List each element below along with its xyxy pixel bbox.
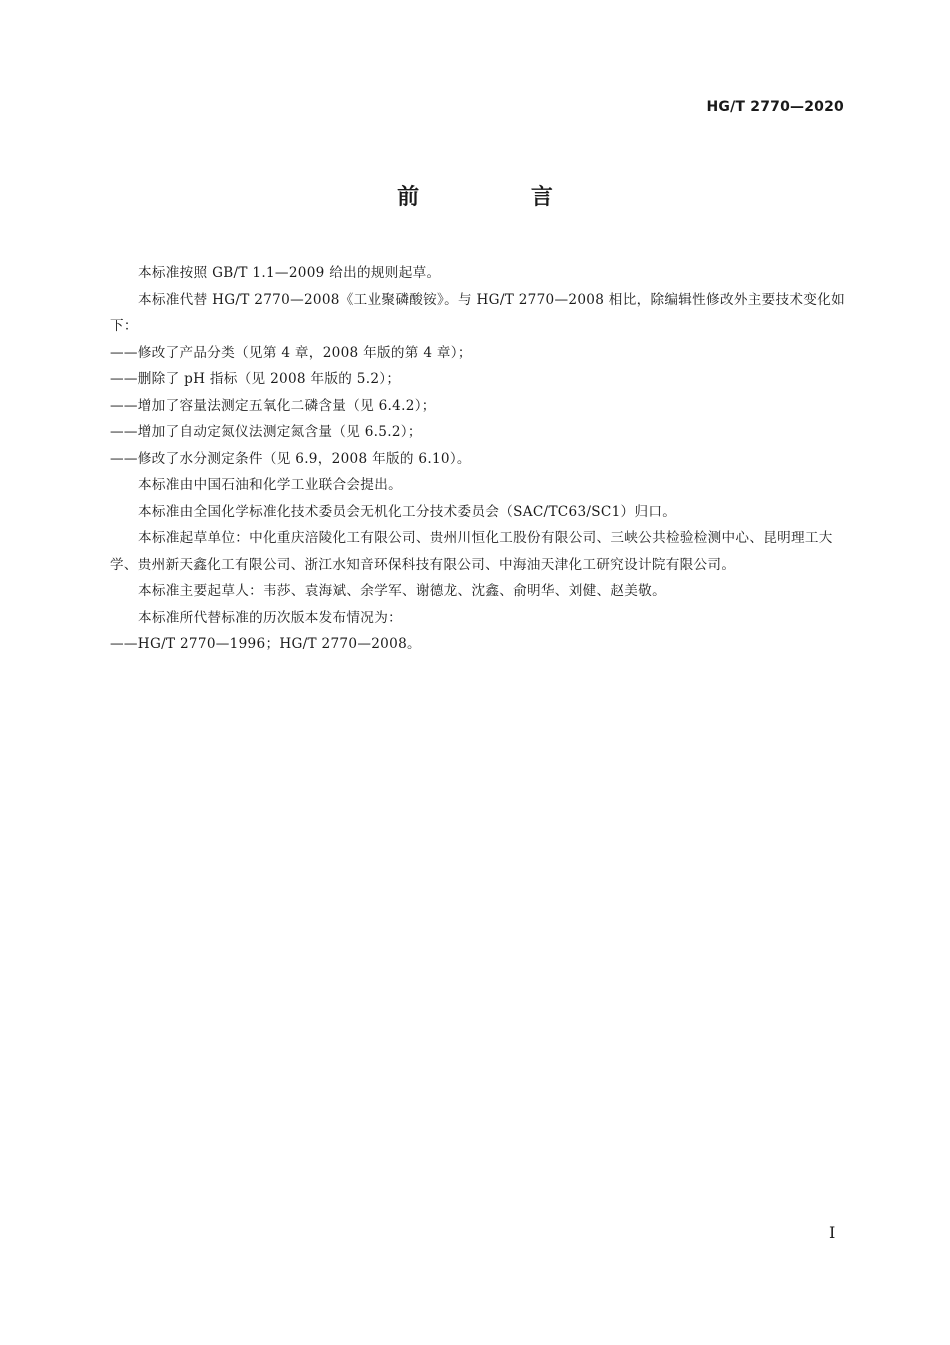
change-item: ——修改了产品分类（见第 4 章，2008 年版的第 4 章）；	[110, 344, 472, 361]
paragraph: 本标准按照 GB/T 1.1—2009 给出的规则起草。	[138, 265, 441, 281]
page-number: I	[829, 1223, 836, 1242]
paragraph: 本标准起草单位：中化重庆涪陵化工有限公司、贵州川恒化工股份有限公司、三峡公共检验检测中心、昆明理工大学、贵州新天鑫化工有限公司、浙江水知音环保科技有限公司、中海油天津化工研究设计院有限公司。	[110, 530, 833, 573]
change-item: ——增加了自动定氮仪法测定氮含量（见 6.5.2）；	[110, 424, 422, 440]
change-item: ——修改了水分测定条件（见 6.9，2008 年版的 6.10）。	[110, 450, 471, 467]
page-title: 前 言	[397, 185, 605, 210]
paragraph: 本标准代替 HG/T 2770—2008《工业聚磷酸铵》。与 HG/T 2770—2008 相比，除编辑性修改外主要技术变化如下：	[110, 291, 845, 334]
paragraph: 本标准所代替标准的历次版本发布情况为：	[138, 609, 402, 626]
change-item: ——删除了 pH 指标（见 2008 年版的 5.2）；	[110, 371, 401, 387]
change-item: ——增加了容量法测定五氧化二磷含量（见 6.4.2）；	[110, 397, 436, 414]
standard-code: HG/T 2770—2020	[706, 99, 844, 115]
foreword-body	[110, 260, 845, 658]
paragraph: 本标准由全国化学标准化技术委员会无机化工分技术委员会（SAC/TC63/SC1）归口。	[138, 503, 677, 520]
paragraph: 本标准主要起草人：韦莎、袁海斌、余学军、谢德龙、沈鑫、俞明华、刘健、赵美敬。	[138, 583, 666, 599]
change-item: ——HG/T 2770—1996；HG/T 2770—2008。	[110, 636, 421, 652]
paragraph: 本标准由中国石油和化学工业联合会提出。	[138, 477, 402, 493]
